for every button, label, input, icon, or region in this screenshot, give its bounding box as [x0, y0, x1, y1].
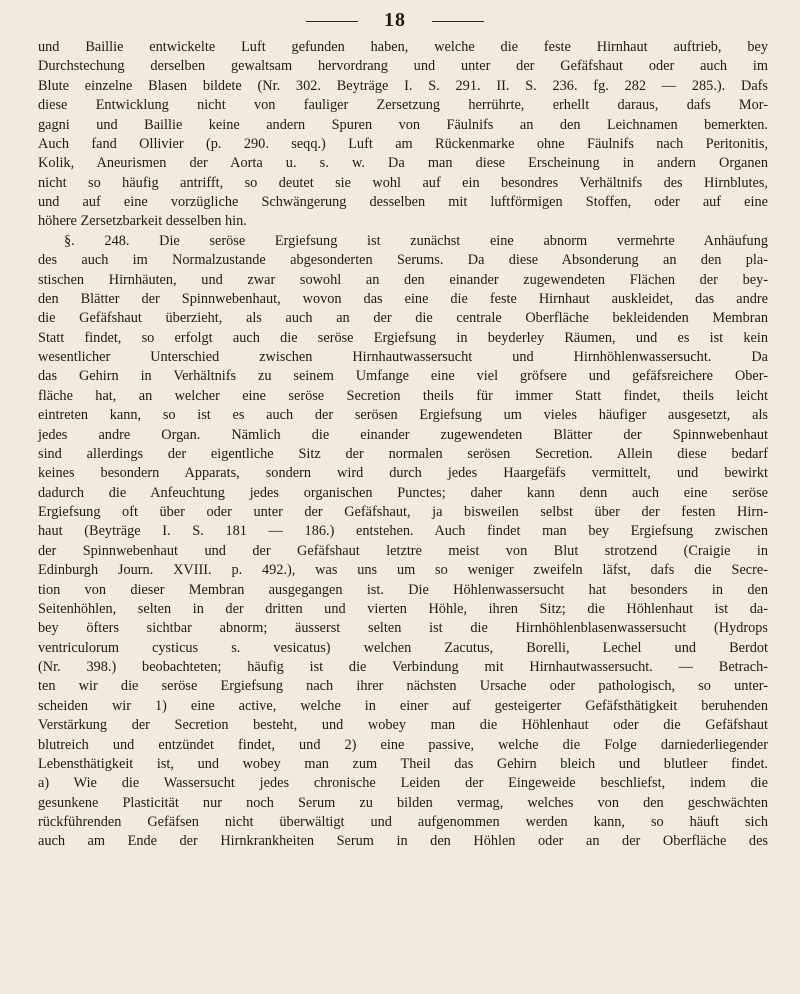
text-line: a) Wie die Wassersucht jedes chronische Leiden der Eingeweide beschliefst, indem die	[38, 775, 768, 792]
text-line: dadurch die Anfeuchtung jedes organischen Punctes; daher kann denn auch eine seröse	[38, 484, 768, 501]
text-line: keines besondern Apparats, sondern wird durch jedes Haargefäfs vermittelt, und bewirkt	[38, 465, 768, 482]
text-line: gesunkene Plasticität nur noch Serum zu bilden vermag, welches von den geschwächten	[38, 794, 768, 811]
text-line: diese Entwicklung nicht von fauliger Zersetzung herrührte, erhellt daraus, dafs Mor-	[38, 97, 768, 114]
text-line: bey öfters sichtbar abnorm; äusserst selten ist die Hirnhöhlenblasenwassersucht (Hydrops	[38, 620, 768, 637]
text-line: höhere Zersetzbarkeit desselben hin.	[38, 213, 247, 230]
text-line: Seitenhöhlen, selten in der dritten und vierten Höhle, ihren Sitz; die Höhlenhaut ist da-	[38, 600, 768, 617]
text-line: wesentlicher Unterschied zwischen Hirnhautwassersucht und Hirnhöhlenwassersucht. Da	[38, 349, 768, 365]
text-line: Blute einzelne Blasen bildete (Nr. 302. Beyträge I. S. 291. II. S. 236. fg. 282 — 285.). Dafs	[38, 77, 768, 94]
text-line: Kolik, Aneurismen der Aorta u. s. w. Da man diese Erscheinung in andern Organen	[38, 155, 768, 172]
page-number: 18	[384, 9, 406, 31]
text-line: Durchstechung derselben gewaltsam hervordrang und unter der Gefäfshaut oder auch im	[38, 58, 768, 75]
text-line: eintreten kann, so ist es auch der serösen Ergiefsung um vieles häufiger ausgesetzt, als	[38, 407, 768, 424]
text-line: auch am Ende der Hirnkrankheiten Serum in den Höhlen oder an der Oberfläche des	[38, 833, 768, 850]
header-rule-left	[306, 21, 358, 22]
text-line: blutreich und entzündet findet, und 2) eine passive, welche die Folge darniederliegender	[38, 736, 768, 753]
text-line: rückführenden Gefäfsen nicht überwältigt und aufgenommen werden kann, so häuft sich	[38, 814, 768, 830]
text-line: das Gehirn in Verhältnifs zu seinem Umfange eine viel gröfsere und gefäfsreichere Ober-	[38, 368, 768, 385]
text-line: scheiden wir 1) eine active, welche in einer auf gesteigerter Gefäfsthätigkeit beruhenden	[38, 697, 768, 714]
text-line: und auf eine vorzügliche Schwängerung desselben mit luftförmigen Stoffen, oder auf eine	[38, 194, 768, 210]
text-line: Verstärkung der Secretion besteht, und wobey man die Höhlenhaut oder die Gefäfshaut	[38, 717, 768, 734]
text-line: Auch fand Ollivier (p. 290. seqq.) Luft am Rückenmarke ohne Fäulnifs nach Peritonitis,	[38, 135, 768, 152]
text-line: des auch im Normalzustande abgesonderten Serums. Da diese Absonderung an den pla-	[38, 252, 768, 269]
text-line: und Baillie entwickelte Luft gefunden haben, welche die feste Hirnhaut auftrieb, bey	[38, 39, 768, 55]
text-line: gagni und Baillie keine andern Spuren von Fäulnifs an den Leichnamen bemerkten.	[38, 116, 768, 133]
text-line: den Blätter der Spinnwebenhaut, wovon das eine die feste Hirnhaut auskleidet, das andre	[38, 290, 768, 307]
text-line: der Spinnwebenhaut und der Gefäfshaut letztre meist von Blut strotzend (Craigie in	[38, 542, 768, 559]
header-rule-right	[432, 21, 484, 22]
text-line: (Nr. 398.) beobachteten; häufig ist die Verbindung mit Hirnhautwassersucht. — Betrach-	[38, 659, 768, 675]
text-line: Statt findet, so erfolgt auch die seröse Ergiefsung in beyderley Räumen, und es ist kein	[38, 329, 768, 346]
text-line: Lebensthätigkeit ist, und wobey man zum Theil das Gehirn bleich und blutleer findet.	[38, 755, 768, 772]
body-text	[38, 38, 768, 852]
text-line: nicht so häufig antrifft, so deutet sie wohl auf ein besondres Verhältnifs des Hirnblutes,	[38, 174, 768, 191]
section-heading-line: §. 248. Die seröse Ergiefsung ist zunächst eine abnorm vermehrte Anhäufung	[64, 232, 768, 249]
text-line: die Gefäfshaut überzieht, als auch an der die centrale Oberfläche bekleidenden Membran	[38, 310, 768, 327]
text-line: Ergiefsung oft über oder unter der Gefäfshaut, ja bisweilen selbst über der festen Hirn-	[38, 504, 768, 520]
text-line: jedes andre Organ. Nämlich die einander zugewendeten Blätter der Spinnwebenhaut	[38, 426, 768, 443]
text-line: haut (Beyträge I. S. 181 — 186.) entstehen. Auch findet man bey Ergiefsung zwischen	[38, 523, 768, 540]
text-line: ten wir die seröse Ergiefsung nach ihrer nächsten Ursache oder pathologisch, so unter-	[38, 678, 768, 695]
running-head	[0, 8, 800, 34]
text-line: tion von dieser Membran ausgegangen ist. Die Höhlenwassersucht hat besonders in den	[38, 581, 768, 598]
text-line: Edinburgh Journ. XVIII. p. 492.), was uns um so weniger zweifeln läfst, dafs die Secre-	[38, 562, 768, 579]
text-line: ventriculorum cysticus s. vesicatus) welchen Zacutus, Borelli, Lechel und Berdot	[38, 639, 768, 656]
text-line: stischen Hirnhäuten, und zwar sowohl an den einander zugewendeten Flächen der bey-	[38, 271, 768, 288]
text-line: fläche hat, an welcher eine seröse Secretion theils für immer Statt findet, theils leicht	[38, 387, 768, 404]
text-line: sind allerdings der eigentliche Sitz der normalen serösen Secretion. Allein diese bedarf	[38, 445, 768, 462]
